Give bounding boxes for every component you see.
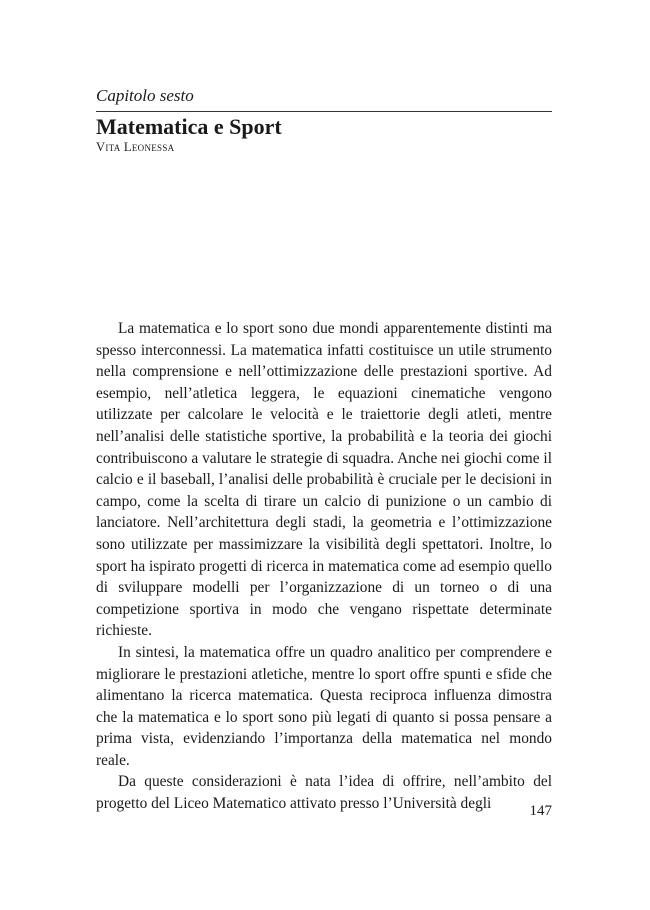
- header-rule: [96, 111, 552, 112]
- paragraph: Da queste considerazioni è nata l’idea di offrire, nell’ambito del progetto del Liceo Matematico attivato presso l’Università degli: [96, 773, 552, 813]
- author-name: Vita Leonessa: [96, 140, 175, 154]
- chapter-label: Capitolo sesto: [96, 86, 194, 105]
- book-page: [96, 0, 552, 910]
- paragraph: In sintesi, la matematica offre un quadro analitico per comprendere e migliorare le prestazioni atletiche, mentre lo sport offre spunti e sfide che alimentano la ricerca matematica. Questa reciproca influenza dimostra che la matematica e lo sport sono più legati di quanto si possa pensare a prima vista, evidenziando l’importanza della matematica nel mondo reale.: [96, 643, 552, 769]
- chapter-title: Matematica e Sport: [96, 114, 282, 139]
- paragraph: La matematica e lo sport sono due mondi apparentemente distinti ma spesso interconnessi. La matematica infatti costituisce un utile strumento nella comprensione e nell’ottimizzazione delle prestazioni sportive. Ad esempio, nell’atletica leggera, le equazioni cinematiche vengono utilizzate per calcolare le velocità e le traiettorie degli atleti, mentre nell’analisi delle statistiche sportive, la probabilità e la teoria dei giochi contribuiscono a valutare le strategie di squadra. Anche nei giochi come il calcio e il baseball, l’analisi delle probabilità è cruciale per le decisioni in campo, come la scelta di tirare un calcio di punizione o un cambio di lanciatore. Nell’architettura degli stadi, la geometria e l’ottimizzazione sono utilizzate per massimizzare la visibilità degli spettatori. Inoltre, lo sport ha ispirato progetti di ricerca in matematica come ad esempio quello di sviluppare modelli per l’organizzazione di un torneo o di una competizione sportiva in modo che vengano rispettate determinate richieste.: [96, 320, 553, 640]
- page-number: 147: [529, 803, 552, 819]
- body-text: [96, 318, 552, 815]
